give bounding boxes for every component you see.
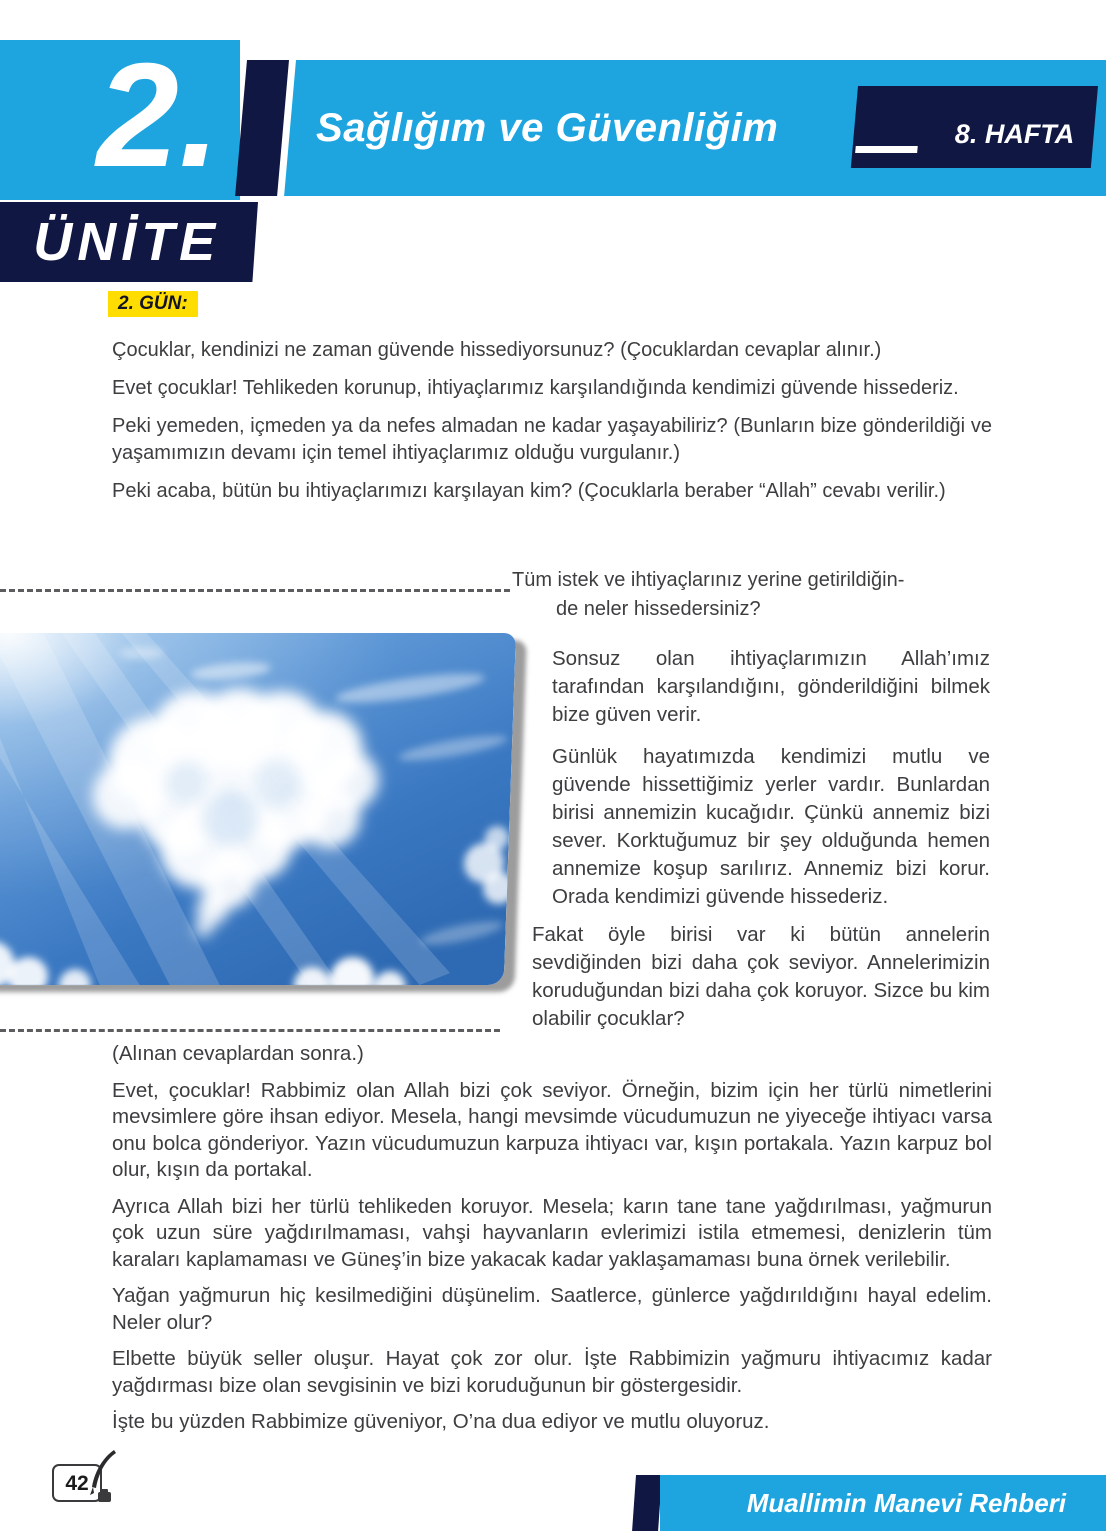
- title-banner-accent-bar: [235, 60, 289, 196]
- page-title: Sağlığım ve Güvenliğim: [316, 106, 779, 150]
- paragraph: Peki yemeden, içmeden ya da nefes almadan ne kadar yaşayabiliriz? (Bunların bize gönderildiği ve yaşamımızın devamı için temel ihtiyaçlarımız olduğu vurgulanır.): [112, 415, 992, 464]
- footer-banner: [660, 1475, 1106, 1531]
- paragraph: Sonsuz olan ihtiyaçlarımızın Allah’ımız tarafından karşılandığını, gönderildiğini bilmek bize güven verir.: [552, 647, 990, 726]
- intro-section: [112, 337, 992, 516]
- day-badge: 2. GÜN:: [108, 291, 198, 317]
- dashed-divider-bottom: [0, 1029, 500, 1032]
- paragraph: Yağan yağmurun hiç kesilmediğini düşünelim. Saatlerce, günlerce yağdırıldığını hayal edelim. Neler olur?: [112, 1284, 992, 1334]
- quill-and-inkwell-icon: [84, 1449, 120, 1503]
- dashed-divider-top: [0, 589, 510, 592]
- paragraph: İşte bu yüzden Rabbimize güveniyor, O’na dua ediyor ve mutlu oluyoruz.: [112, 1410, 770, 1433]
- heart-cloud-photo: [0, 633, 516, 985]
- question-line: de neler hissedersiniz?: [556, 598, 761, 620]
- side-column-last: [532, 921, 990, 1033]
- paragraph: Evet, çocuklar! Rabbimiz olan Allah bizi çok seviyor. Örneğin, bizim için her türlü nimetlerini mevsimlere göre ihsan ediyor. Mesela, hangi mevsimde vücudumuzun ne yiyeceğe ihtiyacı varsa onu bolca gönderiyor. Yazın vücudumuzun karpuza ihtiyacı var, kışın portakala. Yazın karpuz bol olur, kışın da portakal.: [112, 1078, 992, 1181]
- paragraph: Fakat öyle birisi var ki bütün annelerin sevdiğinden bizi daha çok seviyor. Annelerimizin koruduğundan bizi daha çok koruyor. Sizce bu kim olabilir çocuklar?: [532, 923, 990, 1030]
- closing-section: [112, 1041, 992, 1446]
- paragraph: Evet çocuklar! Tehlikeden korunup, ihtiyaçlarımız karşılandığında kendimizi güvende hissederiz.: [112, 377, 959, 399]
- page-number-badge: 42: [52, 1464, 102, 1502]
- paragraph: Çocuklar, kendinizi ne zaman güvende hissediyorsunuz? (Çocuklardan cevaplar alınır.): [112, 339, 882, 361]
- paragraph: Elbette büyük seller oluşur. Hayat çok zor olur. İşte Rabbimizin yağmuru ihtiyacımız kadar yağdırması bize olan sevgisinin ve bizi koruduğunun bir göstergesidir.: [112, 1347, 992, 1397]
- unit-label: ÜNİTE: [33, 212, 221, 272]
- week-badge: [851, 86, 1098, 168]
- book-title: Muallimin Manevi Rehberi: [746, 1488, 1066, 1518]
- question-block: [512, 566, 998, 624]
- unit-label-box: [0, 202, 258, 282]
- week-badge-label: 8. HAFTA: [954, 119, 1074, 149]
- side-column: [552, 645, 990, 925]
- question-line: Tüm istek ve ihtiyaçlarınız yerine getirildiğin-: [512, 569, 905, 591]
- paragraph: Peki acaba, bütün bu ihtiyaçlarımızı karşılayan kim? (Çocuklarla beraber “Allah” cevabı verilir.): [112, 480, 946, 502]
- unit-number-tile: 2.: [0, 40, 240, 200]
- footer-accent-bar: [632, 1475, 662, 1531]
- paragraph: Günlük hayatımızda kendimizi mutlu ve güvende hissettiğimiz yerler vardır. Bunlardan birisi annemizin kucağıdır. Çünkü annemiz bizi sever. Korktuğumuz bir şey olduğunda hemen annemize koşup sarılırız. Annemiz bizi korur. Orada kendimizi güvende hissederiz.: [552, 745, 990, 908]
- paragraph: Ayrıca Allah bizi her türlü tehlikeden koruyor. Mesela; karın tane tane yağdırılması, yağmurun çok uzun süre yağdırılmaması, vahşi hayvanların evlerimizi istila etmemesi, denizlerin tüm karaları kaplamaması ve Güneş’in bize yakacak kadar yaklaşamaması buna örnek verilebilir.: [112, 1194, 992, 1271]
- paragraph: (Alınan cevaplardan sonra.): [112, 1042, 364, 1065]
- week-badge-dash-icon: [855, 146, 918, 153]
